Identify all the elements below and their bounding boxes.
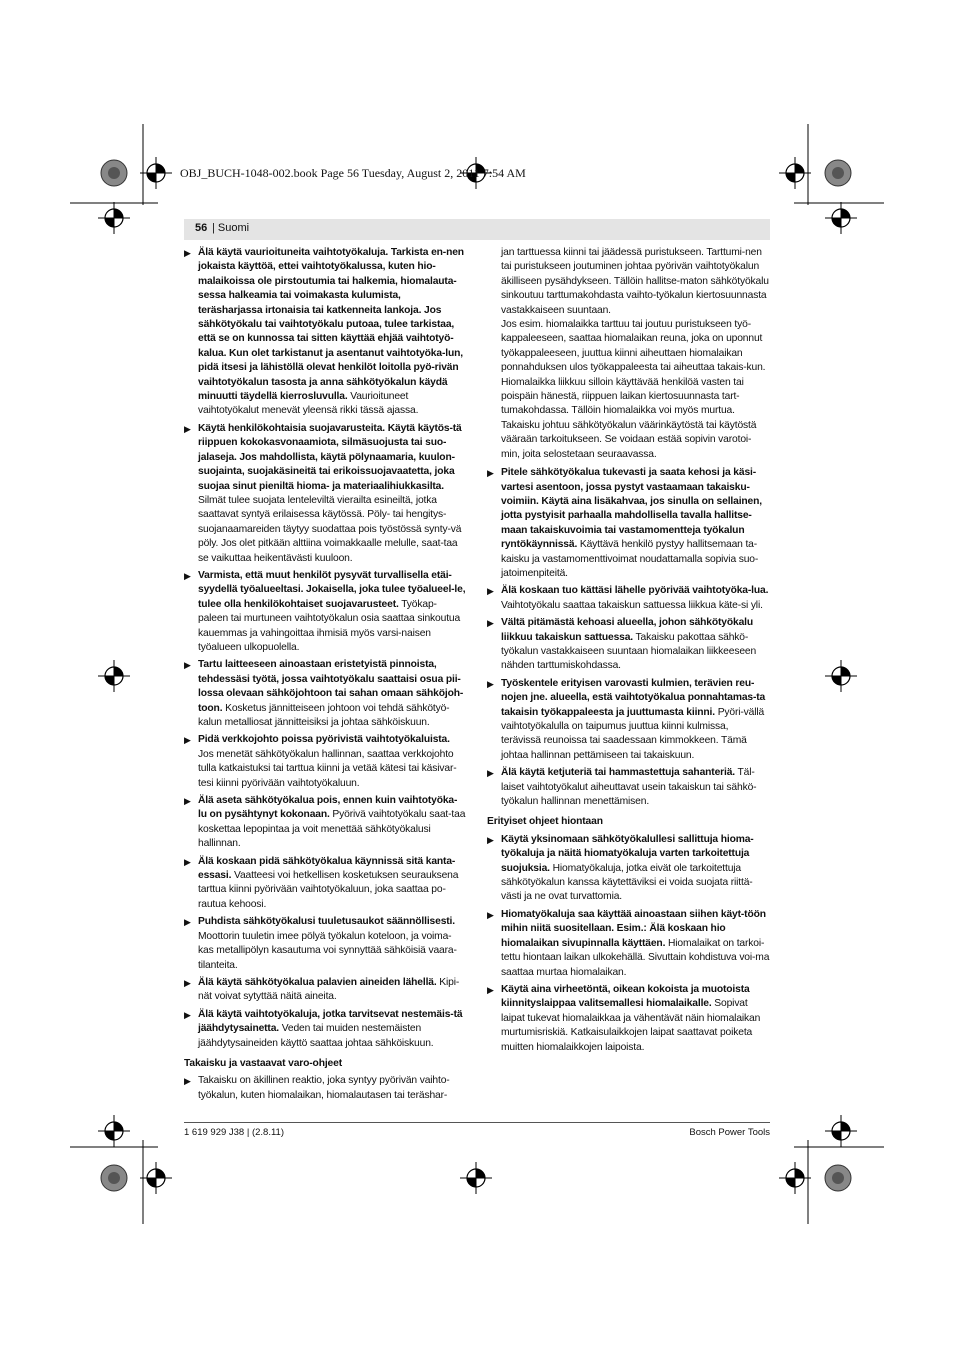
bullet-icon: ▶ — [184, 977, 191, 988]
warning-bold-text: Älä käytä vaihtotyökaluja, jotka tarvitsevat nestemäis-tä jäähdytysainetta. — [198, 1008, 463, 1035]
warning-bold-text: Älä aseta sähkötyökalua pois, ennen kuin vaihtotyöka-lu on pysähtynyt kokonaan. — [198, 795, 458, 821]
warning-body-text: Vaihtotyökalu saattaa takaiskun sattuessa liikkua käte-si yli. — [501, 599, 763, 611]
list-item — [487, 983, 770, 1055]
warning-body-text: Silmät tulee suojata lenteleviltä vierailta esineiltä, jotka saattavat syntyä erilaisessa käytössä. Pöly- tai hengitys-suojanaamareiden täytyy suodattaa pois työstössä synty-vä pöly. Jos olet pitkään alttiina voimakkaalle melulle, saat-taa se vaikuttaa heikentävästi kuuloon. — [198, 494, 462, 564]
warning-bold-text: Tartu laitteeseen ainoastaan eristetyistä pinnoista, tehdessäsi työtä, jossa vaihtotyökalu saattaisi osua pii-lossa olevaan sähköjohtoon tai sahan omaan sähköjoh-toon. — [198, 659, 464, 714]
right-column — [487, 246, 770, 1058]
list-item — [184, 733, 466, 791]
left-column — [184, 246, 466, 1106]
list-item — [184, 915, 466, 973]
bullet-icon: ▶ — [184, 735, 191, 746]
warning-body-text: Käyttävä henkilö pystyy hallitsemaan ta-kaisku ja vastamomenttivoimat noudattamalla sopivia suo-jatoimenpiteitä. — [501, 539, 759, 579]
bullet-icon: ▶ — [184, 917, 191, 928]
section-name — [212, 222, 249, 234]
warning-bold-text: Käytä henkilökohtaisia suojavarusteita. Käytä käytös-tä riippuen kokokasvonaamiota, silmäsuojusta tai suo-jalaseja. Jos mahdollista, käytä pölynaamaria, kuulon-suojainta, suojakäsineitä tai erikoissuojavaatetta, joka suojaa sinut pieniltä hioma- ja materiaalihiukkasilta. — [198, 422, 462, 492]
section-heading-kickback: Takaisku ja vastaavat varo-ohjeet — [184, 1057, 342, 1069]
warning-body-text: Veden tai muiden nestemäisten jäähdytysaineiden käyttö saattaa johtaa sähköiskuun. — [198, 1023, 434, 1049]
warning-bold-text: Älä koskaan pidä sähkötyökalua käynnissä sitä kanta-essasi. — [198, 855, 456, 882]
list-item — [487, 584, 770, 613]
warning-body-text: Kipi-nät voivat sytyttää näitä aineita. — [198, 976, 460, 1003]
list-item — [184, 1074, 466, 1103]
list-item — [184, 794, 466, 852]
warning-body-text: Työkap-paleen tai murtuneen vaihtotyökalun osia saattaa sinkoutua kauemmas ja vahingoittaa ihmisiä myös varsi-naisen työalueen ulkopuolella. — [198, 598, 461, 653]
warning-body-text: Täl-laiset vaihtotyökalut aiheuttavat usein takaiskun tai sähkö-työkalun hallinnan menettämisen. — [501, 767, 757, 808]
bullet-icon: ▶ — [184, 423, 191, 434]
bullet-icon: ▶ — [184, 1009, 191, 1020]
warning-body-text: Takaisku pakottaa sähkö-työkalun vastakkaiseen suuntaan hiomalaikan liikkeeseen nähden tarttumiskohdassa. — [501, 631, 757, 672]
bullet-icon: ▶ — [487, 834, 494, 845]
warning-bold-text: Älä käytä sähkötyökalua palavien aineiden lähellä. — [198, 976, 437, 988]
warning-body-text: Moottorin tuuletin imee pölyä työkalun koteloon, ja voima-kas metallipölyn kasautuma voi synnyttää sähköisiä vaara-tilanteita. — [198, 930, 457, 971]
header-separator: | — [212, 222, 215, 234]
warning-bold-text: Käytä aina virheetöntä, oikean kokoista ja muotoista kiinnityslaippaa valitsemallesi hiomalaikalle. — [501, 983, 750, 1010]
warning-bold-text: Työskentele erityisen varovasti kulmien, terävien reu-nojen jne. alueella, estä vaihtotyökalua ponnahtamas-ta takaisin työkappaleesta ja juuttumasta kiinni. — [501, 677, 766, 718]
warning-bold-text: Vältä pitämästä kehoasi alueella, johon sähkötyökalu liikkuu takaiskun sattuessa. — [501, 617, 754, 643]
list-item — [487, 908, 770, 980]
warning-body-text: Hiomalaikat on tarkoi-tettu hiontaan laikan ulkokehällä. Sivuttain kohdistuva voi-ma saattaa murtaa hiomalaikan. — [501, 937, 770, 978]
list-item — [184, 1008, 466, 1051]
warning-body-text: Sopivat laipat tukevat hiomalaikkaa ja vähentävät näin hiomalaikan murtumisriskiä. Katkaisulaikkojen laipat saattavat poiketa muitten hiomalaikkojen laipoista. — [501, 998, 761, 1053]
warning-body-text: Pyöri-vällä vaihtotyökalulla on taipumus juuttua kiinni kulmissa, terävissä reunoissa tai saadessaan kimmokkeen. Tämä johtaa hallinnan pettämiseen tai takaiskuun. — [501, 706, 765, 761]
list-item — [184, 976, 466, 1005]
warning-body-text: Vaatteesi voi hetkellisen kosketuksen seurauksena tarttua kiinni pyörivään vaihtotyökaluun, joka saattaa po-rautua kehoosi. — [198, 870, 459, 910]
bullet-icon: ▶ — [184, 570, 191, 581]
warning-body-text: Pyörivä vaihtotyökalu saat-taa koskettaa lepopintaa ja voit menettää sähkötyökalusi hallinnan. — [198, 809, 466, 850]
page-header — [184, 219, 770, 240]
warning-body-text: Kosketus jännitteiseen johtoon voi tehdä sähkötyö-kalun metalliosat jännitteisiksi ja johtaa sähköiskuun. — [198, 702, 450, 728]
list-item — [184, 246, 466, 419]
list-item — [487, 616, 770, 674]
warning-body-text: Jos menetät sähkötyökalun hallinnan, saattaa verkkojohto tulla katkaistuksi tai tarttua kiinni ja vetää kätesi tai käsivar-tesi kiinni pyörivään vaihtotyökaluun. — [198, 748, 457, 789]
warning-body-text: Vaurioituneet vaihtotyökalut menevät yleensä rikki tässä ajassa. — [198, 391, 419, 417]
warning-bold-text: Älä käytä ketjuteriä tai hammastettuja sahanteriä. — [501, 767, 736, 779]
bullet-icon: ▶ — [487, 909, 494, 920]
warning-bold-text: Hiomatyökaluja saa käyttää ainoastaan siihen käyt-töön mihin niitä suositellaan. Esim.: Älä koskaan hio hiomalaikan sivupinnalla käyttäen. — [501, 908, 766, 949]
print-header: OBJ_BUCH-1048-002.book Page 56 Tuesday, August 2, 2011 7:54 AM — [180, 166, 526, 180]
list-item — [487, 677, 770, 763]
list-item — [184, 855, 466, 913]
page-number: 56 — [195, 222, 208, 234]
bullet-icon: ▶ — [487, 678, 494, 689]
warning-body-text: Hiomatyökaluja, jotka eivät ole tarkoitettuja sähkötyökalun kanssa käytettäviksi ei voida suojata riittä-västi ja ne ovat turvattomia. — [501, 862, 753, 903]
bullet-icon: ▶ — [487, 468, 494, 479]
bullet-icon: ▶ — [487, 618, 494, 629]
list-item-text: Takaisku on äkillinen reaktio, joka syntyy pyörivän vaihto-työkalun, kuten hiomalaikan, hiomalautasen tai teräshar- — [198, 1075, 450, 1101]
header-section: Suomi — [217, 222, 250, 234]
warning-bold-text: Varmista, että muut henkilöt pysyvät turvallisella etäi-syydellä työalueeltasi. Jokaisella, joka tulee työalueel-le, tulee olla henkilökohtaiset suojavarusteet. — [198, 569, 466, 610]
continued-paragraph: Takaisku johtuu sähkötyökalun väärinkäytöstä tai käytöstä vääraän tarkoitukseen. Se voidaan estää sopivin varotoi-min, joita selostetaan seuraavassa. — [501, 419, 757, 460]
warning-bold-text: Käytä yksinomaan sähkötyökalullesi sallittuja hioma-työkaluja ja näitä hiomatyökaluja varten tarkoitettuja suojuksia. — [501, 833, 754, 874]
bullet-icon: ▶ — [487, 984, 494, 995]
warning-bold-text: Älä käytä vaurioituneita vaihtotyökaluja. Tarkista en-nen jokaista käyttöä, ettei vaihtotyökalussa, kuten hio-malaikoissa ole pirstoutumia tai halkemia, hiomalauta-sessa halkeamia tai voimakasta kulumista, teräsharjassa irtonaisia tai katkenneita lankoja. Jos sähkötyökalu tai vaihtotyökalu putoaa, tulee tarkistaa, että se on kunnossa tai sitten käyttää ehjää vaihtotyö-kalua. Kun olet tarkistanut ja asentanut vaihtotyöka-lun, pidä itsesi ja lähistöllä olevat henkilöt loitolla pyö-rivän vaihtotyökalun tasosta ja anna sähkötyökalun käydä minuutti täydellä kierrosluvulla. — [198, 247, 464, 403]
section-heading-grinding: Erityiset ohjeet hiontaan — [487, 816, 603, 828]
bullet-icon: ▶ — [184, 796, 191, 807]
list-item — [487, 466, 770, 581]
footer-brand: Bosch Power Tools — [689, 1127, 770, 1138]
list-item — [487, 766, 770, 809]
continued-paragraph: Jos esim. hiomalaikka tarttuu tai joutuu puristukseen työ-kappaleeseen, saattaa hiomalaikan reuna, joka on uponnut työkappaleeseen, juuttua kiinni aiheuttaen hiomalaikan ponnahduksen ulos työkappaleesta tai aiheuttaa takais-kun. Hiomalaikka liikkuu silloin käyttävää henkilöä vasten tai poispäin hänestä, riippuen laikan kiertosuunnasta tart-tumakohdassa. Tällöin hiomalaikka voi myös murtua. — [501, 319, 766, 417]
bullet-icon: ▶ — [184, 1076, 191, 1087]
list-item — [184, 658, 466, 730]
list-item — [184, 422, 466, 566]
warning-bold-text: Älä koskaan tuo kättäsi lähelle pyörivää vaihtotyöka-lua. — [501, 585, 769, 597]
continued-paragraph: jan tarttuessa kiinni tai jäädessä puristukseen. Tarttumi-nen tai puristukseen joutuminen johtaa pyörivän vaihtotyökalun äkilliseen pysähdykseen. Tällöin hallitse-maton sähkötyökalu sinkoutuu tarttumakohdasta vaihto-työkalun kiertosuunnasta vastakkaiseen suuntaan. — [501, 247, 769, 316]
warning-bold-text: Pitele sähkötyökalua tukevasti ja saata kehosi ja käsi-vartesi asentoon, jossa pystyt vastaamaan takaisku-voimiin. Käytä aina lisäkahvaa, jos sinulla on sellainen, jotta pystyisit parhaalla mahdollisella tavalla hallitse-maan takaiskuvoimia tai vastamomentteja työkalun ryntökäynnissä. — [501, 467, 762, 551]
list-item — [184, 569, 466, 655]
bullet-icon: ▶ — [184, 248, 191, 258]
bullet-icon: ▶ — [184, 856, 191, 867]
bullet-icon: ▶ — [487, 586, 494, 597]
footer-doc-number: 1 619 929 J38 | (2.8.11) — [184, 1127, 285, 1138]
bullet-icon: ▶ — [184, 660, 191, 671]
footer-rule — [184, 1122, 770, 1123]
warning-bold-text: Puhdista sähkötyökalusi tuuletusaukot säännöllisesti. — [198, 916, 455, 928]
bullet-icon: ▶ — [487, 768, 494, 779]
list-item — [487, 833, 770, 905]
warning-bold-text: Pidä verkkojohto poissa pyörivistä vaihtotyökaluista. — [198, 734, 450, 746]
